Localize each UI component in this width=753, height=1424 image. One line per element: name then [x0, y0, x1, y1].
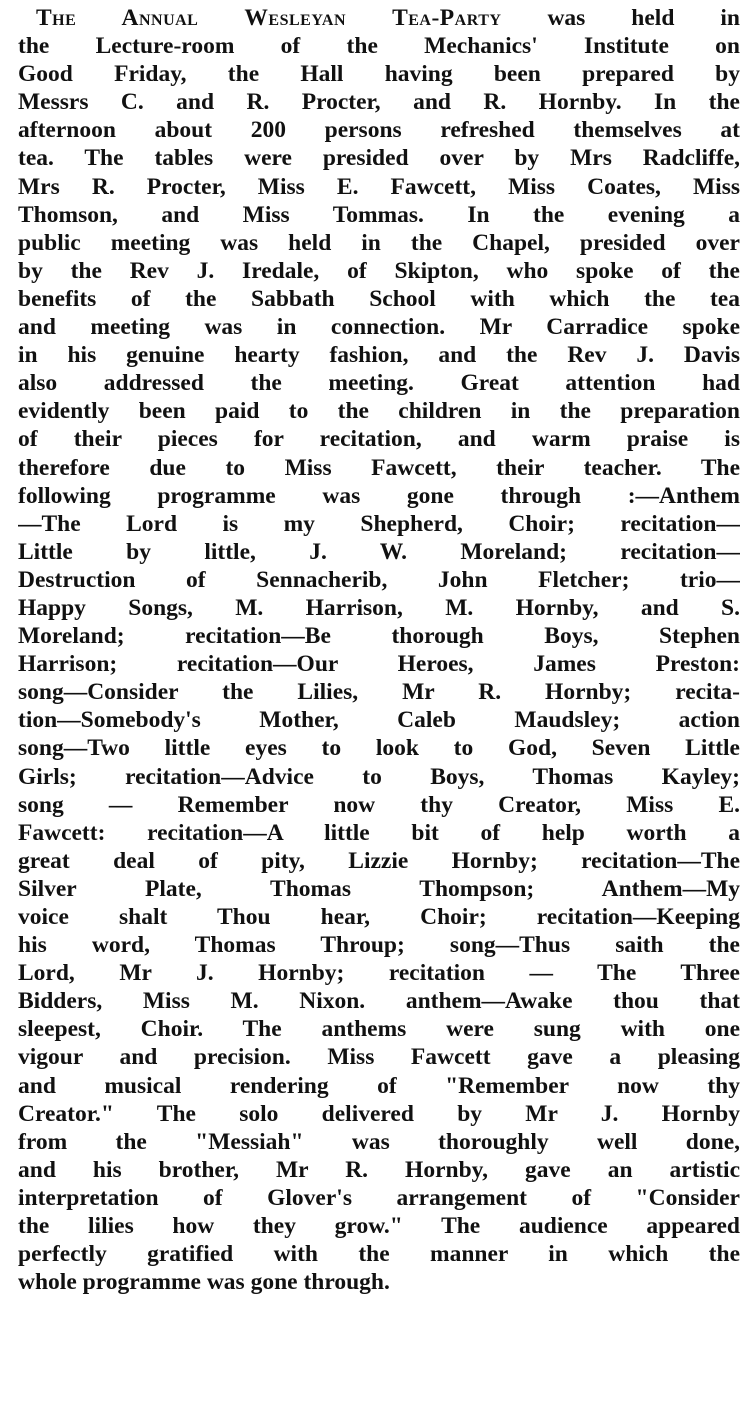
- article-line: Happy Songs, M. Harrison, M. Hornby, and S.: [18, 594, 740, 621]
- article-line: —The Lord is my Shepherd, Choir; recitation—: [18, 510, 740, 537]
- article-line: Creator." The solo delivered by Mr J. Hornby: [18, 1100, 740, 1127]
- article-line: Destruction of Sennacherib, John Fletcher; trio—: [18, 566, 740, 593]
- article-line: following programme was gone through :—Anthem: [18, 482, 740, 509]
- article-line: and meeting was in connection. Mr Carradice spoke: [18, 314, 740, 341]
- article-line: perfectly gratified with the manner in which the: [18, 1241, 740, 1268]
- article-line: whole programme was gone through.: [18, 1269, 390, 1296]
- article-line: [18, 4, 740, 32]
- article-line: therefore due to Miss Fawcett, their teacher. The: [18, 454, 740, 481]
- article-line: benefits of the Sabbath School with which the tea: [18, 285, 740, 312]
- article-line: also addressed the meeting. Great attention had: [18, 370, 740, 397]
- newspaper-article: [18, 4, 740, 1296]
- article-line: song—Two little eyes to look to God, Seven Little: [18, 735, 740, 762]
- article-line: of their pieces for recitation, and warm praise is: [18, 426, 740, 453]
- article-line: Messrs C. and R. Procter, and R. Hornby. In the: [18, 89, 740, 116]
- article-line: Harrison; recitation—Our Heroes, James Preston:: [18, 651, 740, 678]
- article-line: his word, Thomas Throup; song—Thus saith the: [18, 932, 740, 959]
- article-line: Mrs R. Procter, Miss E. Fawcett, Miss Coates, Miss: [18, 173, 740, 200]
- article-line: by the Rev J. Iredale, of Skipton, who spoke of the: [18, 257, 740, 284]
- article-line: Little by little, J. W. Moreland; recitation—: [18, 538, 740, 565]
- article-line: Bidders, Miss M. Nixon. anthem—Awake thou that: [18, 988, 740, 1015]
- article-line: the Lecture-room of the Mechanics' Institute on: [18, 33, 740, 60]
- article-line: interpretation of Glover's arrangement of "Consider: [18, 1184, 740, 1211]
- article-line: Girls; recitation—Advice to Boys, Thomas Kayley;: [18, 763, 740, 790]
- article-line: Good Friday, the Hall having been prepared by: [18, 61, 740, 88]
- article-line: and his brother, Mr R. Hornby, gave an artistic: [18, 1156, 740, 1183]
- article-line: Thomson, and Miss Tommas. In the evening a: [18, 201, 740, 228]
- article-line: tion—Somebody's Mother, Caleb Maudsley; action: [18, 707, 740, 734]
- article-line: vigour and precision. Miss Fawcett gave a pleasing: [18, 1044, 740, 1071]
- article-line: from the "Messiah" was thoroughly well done,: [18, 1128, 740, 1155]
- article-line: Fawcett: recitation—A little bit of help worth a: [18, 819, 740, 846]
- article-line: public meeting was held in the Chapel, presided over: [18, 229, 740, 256]
- article-line: the lilies how they grow." The audience appeared: [18, 1213, 740, 1240]
- article-line: voice shalt Thou hear, Choir; recitation—Keeping: [18, 904, 740, 930]
- article-line: Lord, Mr J. Hornby; recitation — The Three: [18, 960, 740, 987]
- article-line: in his genuine hearty fashion, and the Rev J. Davis: [18, 342, 740, 369]
- lead-caps-title: The Annual Wesleyan Tea-Party: [36, 5, 502, 31]
- article-line: evidently been paid to the children in the preparation: [18, 398, 740, 425]
- article-line: great deal of pity, Lizzie Hornby; recitation—The: [18, 847, 740, 874]
- article-line: Silver Plate, Thomas Thompson; Anthem—My: [18, 875, 740, 902]
- article-line: song — Remember now thy Creator, Miss E.: [18, 791, 740, 818]
- article-line: tea. The tables were presided over by Mrs Radcliffe,: [18, 145, 740, 172]
- article-line-text: was held in: [501, 5, 740, 31]
- article-line: and musical rendering of "Remember now thy: [18, 1072, 740, 1099]
- article-line: song—Consider the Lilies, Mr R. Hornby; recita-: [18, 679, 740, 706]
- article-line: afternoon about 200 persons refreshed themselves at: [18, 117, 740, 144]
- article-line: sleepest, Choir. The anthems were sung with one: [18, 1016, 740, 1043]
- article-line: Moreland; recitation—Be thorough Boys, Stephen: [18, 623, 740, 650]
